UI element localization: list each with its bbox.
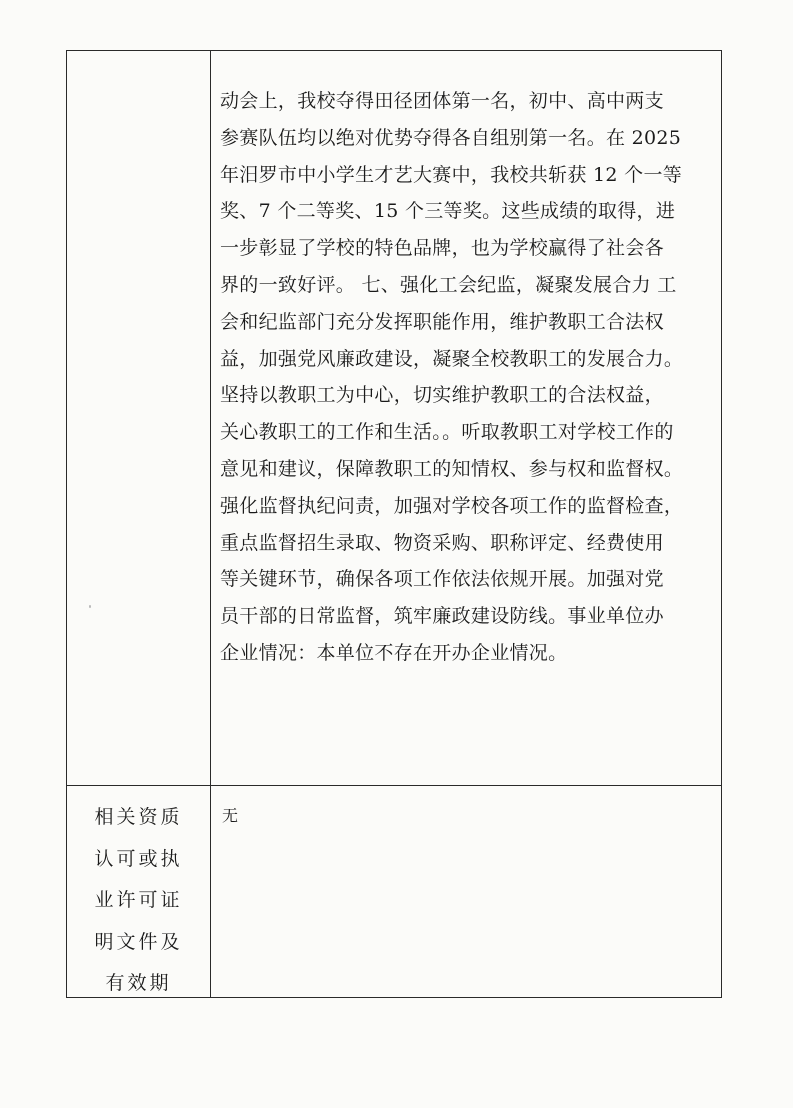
text-line: 关心教职工的工作和生活。。听取教职工对学校工作的 bbox=[220, 421, 674, 444]
text-line: 年汨罗市中小学生才艺大赛中，我校共斩获 12 个一等 bbox=[220, 163, 683, 186]
label-line: 认可或执 bbox=[94, 847, 183, 870]
label-line: 明文件及 bbox=[94, 930, 183, 953]
text-line: 企业情况：本单位不存在开办企业情况。 bbox=[220, 641, 568, 664]
text-line: 员干部的日常监督，筑牢廉政建设防线。事业单位办 bbox=[220, 605, 664, 628]
text-line: 意见和建议，保障教职工的知情权、参与权和监督权。 bbox=[220, 457, 684, 480]
text-line: 会和纪监部门充分发挥职能作用，维护教职工合法权 bbox=[220, 310, 664, 333]
text-line: 参赛队伍均以绝对优势夺得各自组别第一名。在 2025 bbox=[220, 126, 682, 149]
text-line: 奖、7 个二等奖、15 个三等奖。这些成绩的取得，进 bbox=[220, 200, 676, 223]
text-line: 益，加强党风廉政建设，凝聚全校教职工的发展合力。 bbox=[220, 347, 684, 370]
label-line: 业许可证 bbox=[94, 889, 183, 911]
text-line: 重点监督招生录取、物资采购、职称评定、经费使用 bbox=[220, 531, 664, 554]
text-line: 坚持以教职工为中心，切实维护教职工的合法权益， bbox=[220, 384, 664, 407]
text-line: 动会上，我校夺得田径团体第一名，初中、高中两支 bbox=[220, 90, 664, 112]
qualification-value: 无 bbox=[222, 806, 239, 825]
report-table bbox=[66, 50, 722, 998]
text-line: 一步彰显了学校的特色品牌，也为学校赢得了社会各 bbox=[220, 237, 664, 260]
work-report-text bbox=[220, 83, 720, 672]
label-line: 有效期 bbox=[105, 972, 172, 994]
qualification-label bbox=[67, 797, 210, 1005]
text-line: 强化监督执纪问责，加强对学校各项工作的监督检查， bbox=[220, 494, 684, 517]
column-divider bbox=[210, 51, 211, 997]
text-line: 界的一致好评。 七、强化工会纪监，凝聚发展合力 工 bbox=[220, 273, 677, 296]
text-line: 等关键环节，确保各项工作依法依规开展。加强对党 bbox=[220, 568, 664, 591]
row-divider bbox=[67, 785, 721, 786]
label-line: 相关资质 bbox=[94, 806, 183, 828]
